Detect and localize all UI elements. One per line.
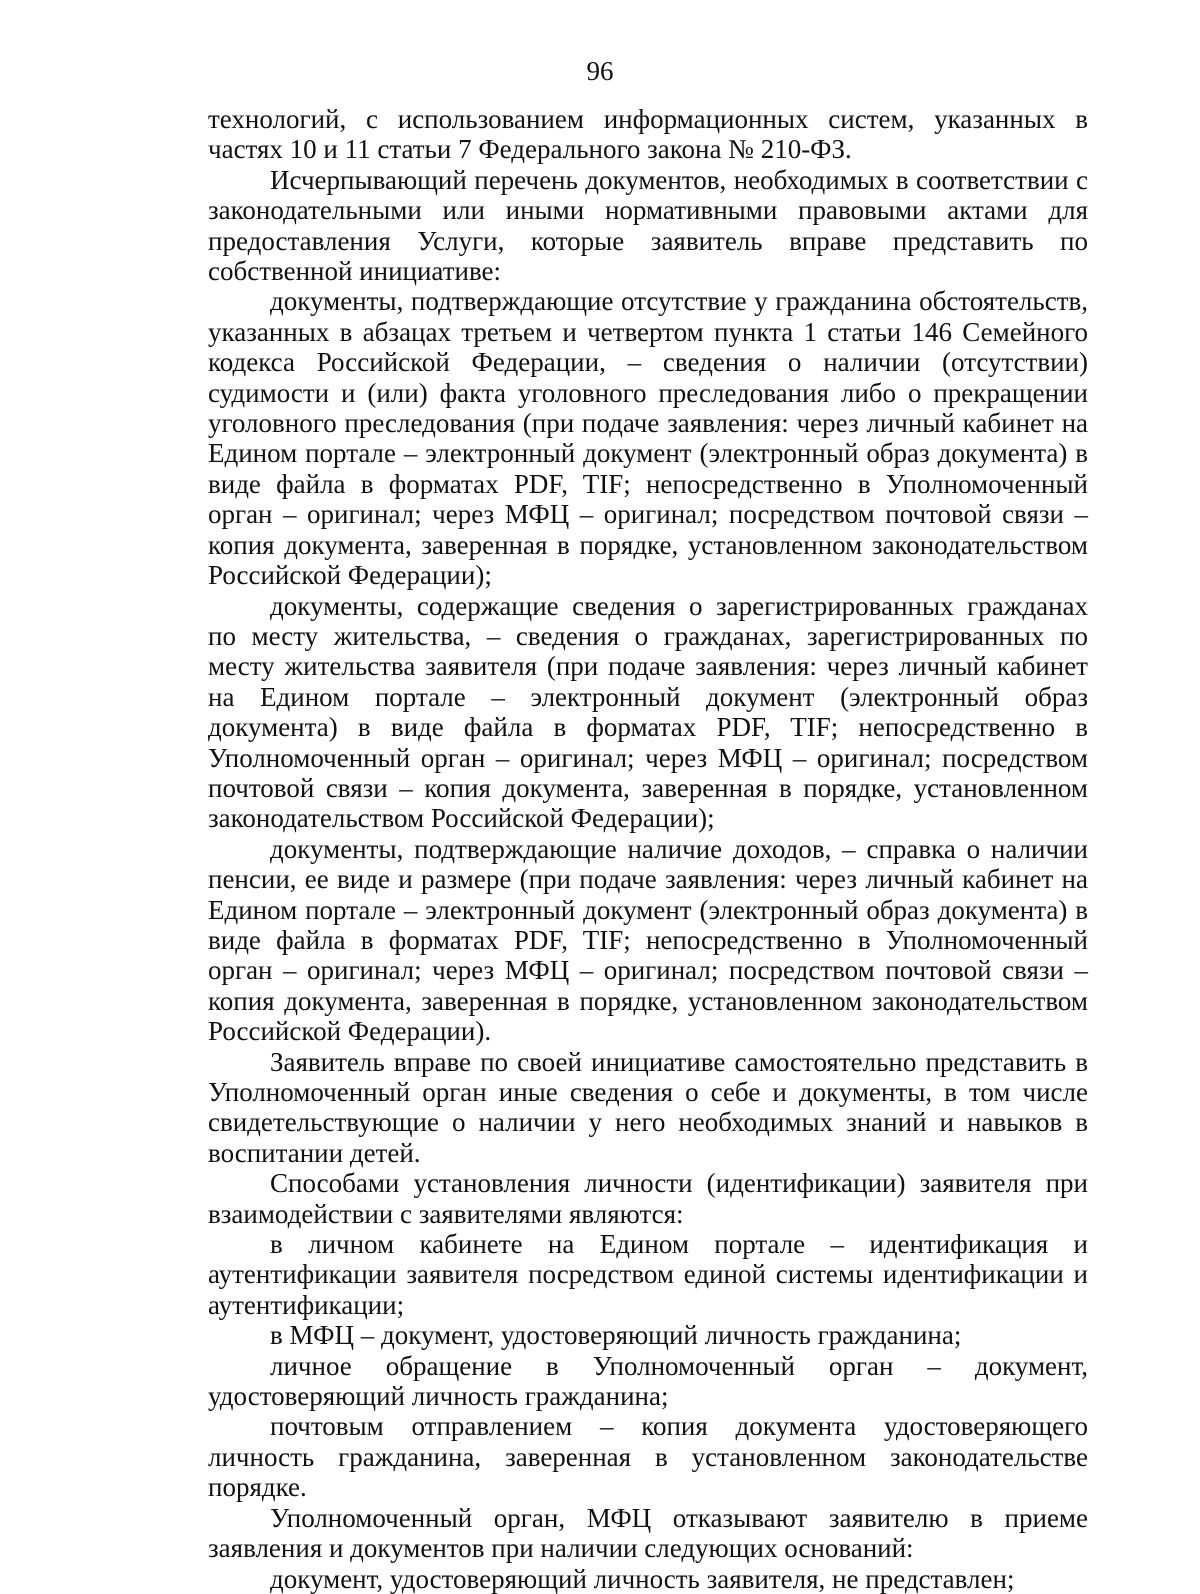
document-body xyxy=(208,104,1088,1594)
paragraph-continuation: технологий, с использованием информационных систем, указанных в частях 10 и 11 статьи 7 Федерального закона № 210-ФЗ. xyxy=(208,104,1088,165)
paragraph-identification-mfc: в МФЦ – документ, удостоверяющий личность гражданина; xyxy=(270,1320,962,1351)
paragraph-identification-intro: Способами установления личности (идентификации) заявителя при взаимодействии с заявителями являются: xyxy=(208,1168,1088,1229)
paragraph-criminal-record: документы, подтверждающие отсутствие у гражданина обстоятельств, указанных в абзацах третьем и четвертом пункта 1 статьи 146 Семейного кодекса Российской Федерации, – сведения о наличии (отсутствии) судимости и (или) факта уголовного преследования либо о прекращении уголовного преследования (при подаче заявления: через личный кабинет на Едином портале – электронный документ (электронный образ документа) в виде файла в форматах PDF, TIF; непосредственно в Уполномоченный орган – оригинал; через МФЦ – оригинал; посредством почтовой связи – копия документа, заверенная в порядке, установленном законодательством Российской Федерации); xyxy=(208,286,1088,591)
paragraph-identification-in-person: личное обращение в Уполномоченный орган – документ, удостоверяющий личность гражданина; xyxy=(208,1350,1088,1412)
paragraph-income: документы, подтверждающие наличие доходов, – справка о наличии пенсии, ее виде и размере (при подаче заявления: через личный кабинет на Едином портале – электронный документ (электронный образ документа) в виде файла в форматах PDF, TIF; непосредственно в Уполномоченный орган – оригинал; через МФЦ – оригинал; посредством почтовой связи – копия документа, заверенная в порядке, установленном законодательством Российской Федерации). xyxy=(208,833,1088,1047)
paragraph-refusal-grounds: Уполномоченный орган, МФЦ отказывают заявителю в приеме заявления и документов при наличии следующих оснований: xyxy=(208,1502,1088,1564)
paragraph-documents-list-intro: Исчерпывающий перечень документов, необходимых в соответствии с законодательными или иными нормативными правовыми актами для предоставления Услуги, которые заявитель вправе представить по собственной инициативе: xyxy=(208,164,1088,287)
paragraph-identification-portal: в личном кабинете на Едином портале – идентификация и аутентификации заявителя посредством единой системы идентификации и аутентификации; xyxy=(208,1229,1088,1320)
paragraph-refusal-no-id: документ, удостоверяющий личность заявителя, не представлен; xyxy=(270,1563,1015,1594)
page-number: 96 xyxy=(586,56,614,86)
paragraph-registered-residents: документы, содержащие сведения о зарегистрированных гражданах по месту жительства, – сведения о гражданах, зарегистрированных по месту жительства заявителя (при подаче заявления: через личный кабинет на Едином портале – электронный документ (электронный образ документа) в виде файла в форматах PDF, TIF; непосредственно в Уполномоченный орган – оригинал; через МФЦ – оригинал; посредством почтовой связи – копия документа, заверенная в порядке, установленном законодательством Российской Федерации); xyxy=(208,590,1088,834)
paragraph-additional-documents: Заявитель вправе по своей инициативе самостоятельно представить в Уполномоченный орган иные сведения о себе и документы, в том числе свидетельствующие о наличии у него необходимых знаний и навыков в воспитании детей. xyxy=(208,1046,1088,1168)
paragraph-identification-mail: почтовым отправлением – копия документа удостоверяющего личность гражданина, заверенная в установленном законодательстве порядке. xyxy=(208,1411,1088,1503)
